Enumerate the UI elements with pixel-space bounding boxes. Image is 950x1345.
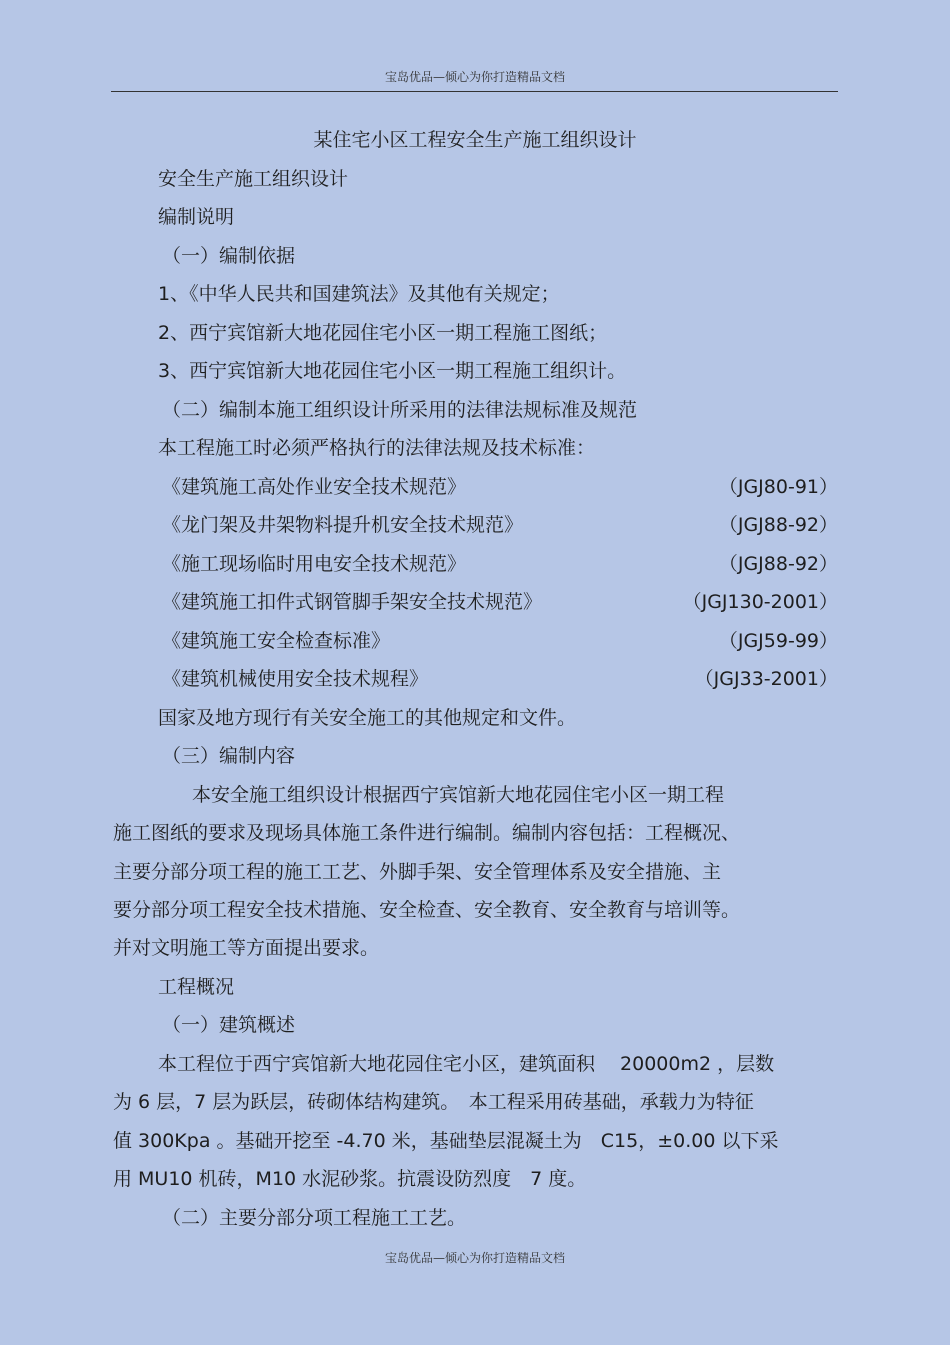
- list-item: 3、西宁宾馆新大地花园住宅小区一期工程施工组织计。: [158, 360, 627, 382]
- paragraph-line: 本工程位于西宁宾馆新大地花园住宅小区，建筑面积 20000m2 ，层数: [158, 1053, 775, 1075]
- paragraph: 国家及地方现行有关安全施工的其他规定和文件。: [158, 707, 577, 729]
- subsection-heading: （三）编制内容: [162, 745, 296, 767]
- standard-name: 《建筑施工扣件式钢管脚手架安全技术规范》: [162, 591, 543, 613]
- paragraph-line: 本安全施工组织设计根据西宁宾馆新大地花园住宅小区一期工程: [192, 784, 725, 806]
- section-heading: 安全生产施工组织设计: [158, 168, 349, 190]
- header-divider: [111, 91, 838, 92]
- standard-name: 《龙门架及井架物料提升机安全技术规范》: [162, 514, 524, 536]
- subsection-heading: （二）编制本施工组织设计所采用的法律法规标准及规范: [162, 399, 638, 421]
- paragraph-line: 并对文明施工等方面提出要求。: [113, 937, 380, 959]
- paragraph-line: 要分部分项工程安全技术措施、安全检查、安全教育、安全教育与培训等。: [113, 899, 741, 921]
- paragraph-line: 为 6 层，7 层为跃层，砖砌体结构建筑。 本工程采用砖基础，承载力为特征: [113, 1091, 754, 1113]
- standard-name: 《建筑施工安全检查标准》: [162, 630, 391, 652]
- paragraph-line: 施工图纸的要求及现场具体施工条件进行编制。编制内容包括：工程概况、: [113, 822, 741, 844]
- standard-code: （JGJ33-2001）: [694, 668, 838, 690]
- standard-code: （JGJ80-91）: [718, 476, 838, 498]
- standard-name: 《施工现场临时用电安全技术规范》: [162, 553, 467, 575]
- standard-code: （JGJ130-2001）: [682, 591, 838, 613]
- paragraph-line: 值 300Kpa 。基础开挖至 -4.70 米，基础垫层混凝土为 C15，±0.00 以下采: [113, 1130, 779, 1152]
- section-heading: 工程概况: [158, 976, 235, 998]
- standard-code: （JGJ88-92）: [718, 514, 838, 536]
- subsection-heading: （一）编制依据: [162, 245, 296, 267]
- page-header: 宝岛优品—倾心为你打造精品文档: [384, 70, 565, 84]
- paragraph: 本工程施工时必须严格执行的法律法规及技术标准：: [158, 437, 596, 459]
- standard-name: 《建筑施工高处作业安全技术规范》: [162, 476, 467, 498]
- list-item: 2、西宁宾馆新大地花园住宅小区一期工程施工图纸；: [158, 322, 608, 344]
- standard-code: （JGJ59-99）: [718, 630, 838, 652]
- paragraph-line: 用 MU10 机砖，M10 水泥砂浆。抗震设防烈度 7 度。: [113, 1168, 587, 1190]
- list-item: 1、《中华人民共和国建筑法》及其他有关规定；: [158, 283, 560, 305]
- section-heading: 编制说明: [158, 206, 235, 228]
- standard-code: （JGJ88-92）: [718, 553, 838, 575]
- subsection-heading: （二）主要分部分项工程施工工艺。: [162, 1207, 467, 1229]
- document-title: 某住宅小区工程安全生产施工组织设计: [313, 129, 637, 151]
- paragraph-line: 主要分部分项工程的施工工艺、外脚手架、安全管理体系及安全措施、主: [113, 861, 722, 883]
- standard-name: 《建筑机械使用安全技术规程》: [162, 668, 429, 690]
- page-footer: 宝岛优品—倾心为你打造精品文档: [384, 1251, 565, 1265]
- subsection-heading: （一）建筑概述: [162, 1014, 296, 1036]
